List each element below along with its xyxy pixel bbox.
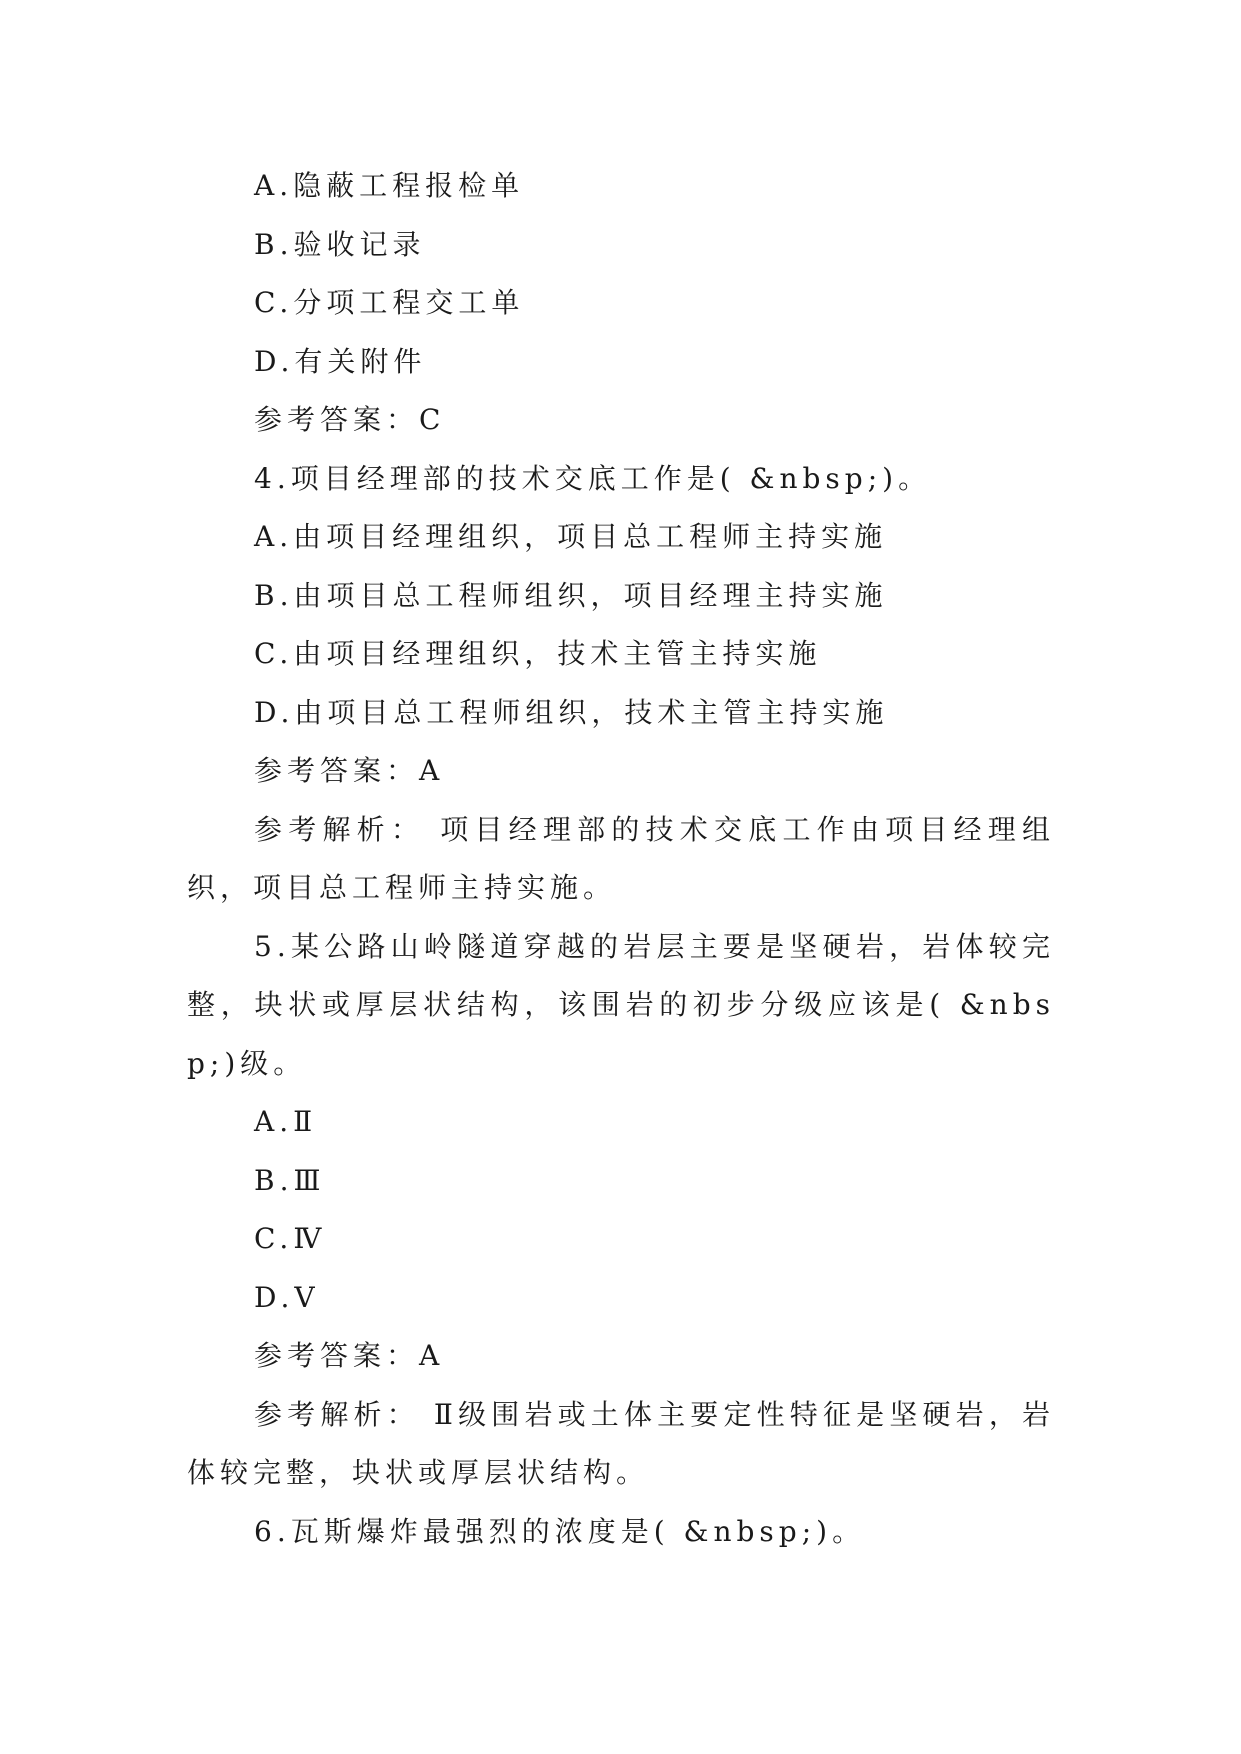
q6-question: 6.瓦斯爆炸最强烈的浓度是( &nbsp;)。 <box>254 1514 866 1548</box>
q5-option-b: B.Ⅲ <box>254 1163 326 1197</box>
q5-question: 5.某公路山岭隧道穿越的岩层主要是坚硬岩，岩体较完整，块状或厚层状结构，该围岩的初步分级应该是( &nbsp;)级。 <box>187 929 1055 1080</box>
q3-option-c: C.分项工程交工单 <box>254 286 525 319</box>
q3-option-d: D.有关附件 <box>254 344 427 378</box>
q3-option-b: B.验收记录 <box>254 227 426 261</box>
q4-option-b: B.由项目总工程师组织，项目经理主持实施 <box>254 578 888 612</box>
q4-question: 4.项目经理部的技术交底工作是( &nbsp;)。 <box>254 461 932 495</box>
q5-option-a: A.Ⅱ <box>254 1105 318 1138</box>
q5-option-d: D.Ⅴ <box>254 1280 320 1314</box>
q5-analysis: 参考解析： Ⅱ级围岩或土体主要定性特征是坚硬岩，岩体较完整，块状或厚层状结构。 <box>187 1397 1055 1489</box>
q5-option-c: C.Ⅳ <box>254 1222 327 1255</box>
q3-option-a: A.隐蔽工程报检单 <box>254 169 525 202</box>
q4-option-a: A.由项目经理组织，项目总工程师主持实施 <box>254 520 888 553</box>
q4-analysis: 参考解析： 项目经理部的技术交底工作由项目经理组织，项目总工程师主持实施。 <box>187 812 1055 904</box>
q5-answer: 参考答案：A <box>254 1339 445 1372</box>
q4-answer: 参考答案：A <box>254 754 445 787</box>
q4-option-d: D.由项目总工程师组织，技术主管主持实施 <box>254 695 889 729</box>
q4-option-c: C.由项目经理组织，技术主管主持实施 <box>254 637 822 670</box>
document-body <box>187 157 1055 1561</box>
q3-answer: 参考答案：C <box>254 403 446 436</box>
